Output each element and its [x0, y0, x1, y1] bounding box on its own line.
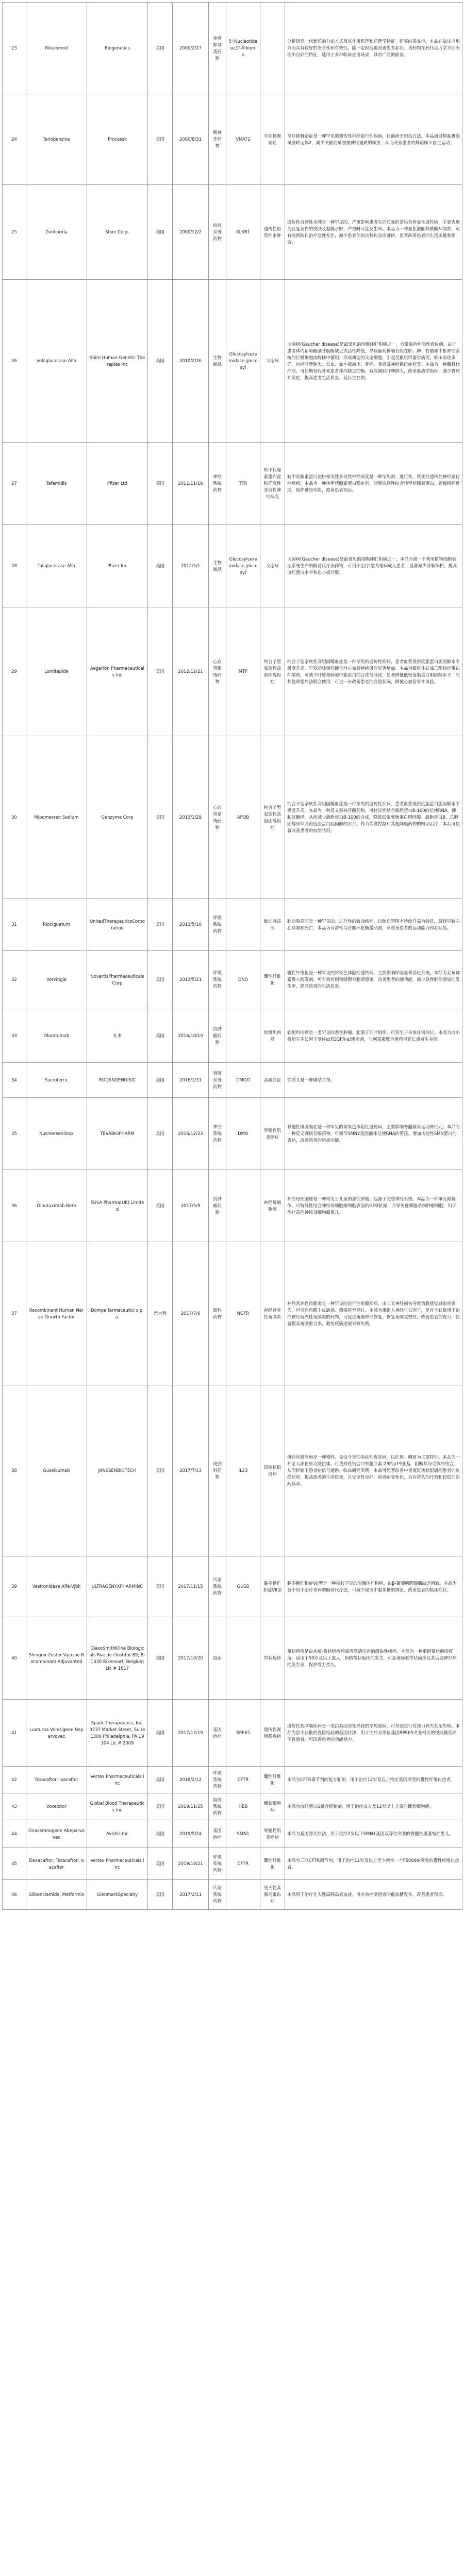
- cell-type: 肾脏系统药物: [209, 1063, 226, 1098]
- table-row: [3, 1170, 462, 1242]
- cell-no: 28: [3, 525, 26, 607]
- cell-target: KLKB1: [226, 185, 260, 280]
- cell-no: 34: [3, 1063, 26, 1098]
- cell-date: 2000/12/2: [173, 185, 209, 280]
- cell-no: 24: [3, 94, 26, 185]
- cell-indication: 脊髓性肌萎缩症: [260, 1098, 285, 1170]
- cell-name: Velaglucerase Alfa: [26, 280, 87, 443]
- table-row: [3, 1820, 462, 1848]
- cell-type: 眼科药物: [209, 1242, 226, 1385]
- cell-desc: 脊髓性肌萎缩症是一种罕见的常染色体隐性遗传病，主要影响脊髓前角运动神经元。本品为一种反义寡核苷酸药物，可调节SMN2基因前体信使RNA的剪接，增加功能性SMN蛋白的表达，改善患者的运动功能。: [285, 1098, 462, 1170]
- cell-date: 2016/10/19: [173, 1009, 209, 1063]
- table-row: [3, 1848, 462, 1880]
- cell-company: 礼来: [87, 1009, 148, 1063]
- cell-desc: 转甲状腺素蛋白淀粉样变性多发性神经病变是一种罕见的、进行性、致死性遗传性神经退行性疾病。本品为一种转甲状腺素蛋白稳定剂，能够选择性结合转甲状腺素蛋白，延缓疾病进展，保护神经功能，改善患者预后。: [285, 443, 462, 525]
- cell-no: 39: [3, 1556, 26, 1617]
- cell-indication: 遗传性血管性水肿: [260, 185, 285, 280]
- cell-target: SMN1: [226, 1820, 260, 1848]
- cell-indication: 纯合子型家族性高胆固醇血症: [260, 736, 285, 899]
- cell-target: RPE65: [226, 1700, 260, 1767]
- cell-name: Vorvingle: [26, 951, 87, 1009]
- cell-target: [226, 1880, 260, 1910]
- table-row: [3, 1556, 462, 1617]
- cell-date: 2013/1/29: [173, 736, 209, 899]
- cell-target: CFTR: [226, 1767, 260, 1793]
- cell-name: Taliglucerase Alfa: [26, 525, 87, 607]
- cell-no: 43: [3, 1793, 26, 1820]
- cell-company: Vertex Pharmaceuticals Inc: [87, 1767, 148, 1793]
- table-row: [3, 525, 462, 607]
- table-row: [3, 1767, 462, 1793]
- table-row: [3, 94, 462, 185]
- cell-company: GlenmarkSpecialty: [87, 1880, 148, 1910]
- cell-type: 基因治疗: [209, 1700, 226, 1767]
- cell-type: 皮肤科药物: [209, 1385, 226, 1556]
- cell-country: 美国: [148, 1700, 173, 1767]
- cell-date: 2013/5/10: [173, 899, 209, 951]
- cell-country: 美国: [148, 1820, 173, 1848]
- cell-type: 基因治疗: [209, 1820, 226, 1848]
- cell-company: Global Blood Therapeutics Inc: [87, 1793, 148, 1820]
- cell-date: 2018/2/12: [173, 1767, 209, 1793]
- table-row: [3, 1880, 462, 1910]
- cell-date: 2017/2/11: [173, 1880, 209, 1910]
- cell-date: 2000/8/31: [173, 94, 209, 185]
- cell-indication: 带状疱疹: [260, 1617, 285, 1700]
- cell-company: Shire Corp.: [87, 185, 148, 280]
- cell-desc: 遗传性血管性水肿是一种罕见的、严重影响患者生活质量的常染色体显性遗传病，主要表现为反复发作的皮肤及黏膜水肿，严重时可危及生命。本品为一种血浆激肽释放酶抑制剂，可有效预防和治疗急性发作，减少患者住院次数和急诊就诊，显著改善患者的生活质量和预后。: [285, 185, 462, 280]
- cell-desc: 本品为CFTR调节剂的复方制剂，用于治疗12岁及以上特定基因突变的囊性纤维化患者。: [285, 1767, 462, 1793]
- cell-name: Dinutuximab Beta: [26, 1170, 87, 1242]
- cell-indication: 纯合子型家族性高胆固醇血症: [260, 607, 285, 736]
- cell-indication: 遗传性视网膜疾病: [260, 1700, 285, 1767]
- cell-country: 美国: [148, 1098, 173, 1170]
- table-row: [3, 1700, 462, 1767]
- table-row: [3, 1385, 462, 1556]
- cell-name: Luxturna Voretigene Neparvovec: [26, 1700, 87, 1767]
- cell-country: 美国: [148, 525, 173, 607]
- cell-target: TTR: [226, 443, 260, 525]
- cell-no: 44: [3, 1820, 26, 1848]
- cell-country: 美国: [148, 1880, 173, 1910]
- cell-type: 神经系统药物: [209, 443, 226, 525]
- cell-indication: 神经营养性角膜炎: [260, 1242, 285, 1385]
- cell-desc: 戈谢病(Gaucher disease)是最常见的溶酶体贮积病之一。本品为第一个利用植物细胞表达系统生产的酶替代疗法药物，可用于治疗I型戈谢病成人患者，显著减少肝脾体积，提高血红蛋白水平和血小板计数。: [285, 525, 462, 607]
- cell-company: Pfizer Inc: [87, 525, 148, 607]
- cell-desc: 黏多糖贮积症VII型是一种极其罕见的溶酶体贮积病，由β-葡萄糖醛酸酶缺乏所致。本品为首个用于治疗该病的酶替代疗法，可减少尿液中黏多糖的排泄，改善患者的临床症状。: [285, 1556, 462, 1617]
- cell-target: DMO: [226, 1098, 260, 1170]
- cell-no: 37: [3, 1242, 26, 1385]
- cell-company: Shire Human Genetic Therapies Inc: [87, 280, 148, 443]
- cell-name: Olaratumab: [26, 1009, 87, 1063]
- cell-company: Spark Therapeutics, Inc. 3737 Market Street, Suite 1300 Philadelphia, PA 19104 Lic # 2009: [87, 1700, 148, 1767]
- cell-type: 精神类药物: [209, 94, 226, 185]
- cell-target: Glucosylceramidase,glucosyl: [226, 525, 260, 607]
- cell-type: 心血管系统药物: [209, 607, 226, 736]
- cell-type: 呼吸系统药物: [209, 951, 226, 1009]
- cell-name: Onasemnogene Abeparvovec: [26, 1820, 87, 1848]
- cell-name: Glibenclamide; Metformin: [26, 1880, 87, 1910]
- cell-name: Teriobenzine: [26, 94, 87, 185]
- cell-type: 生物制品: [209, 280, 226, 443]
- cell-name: Lomitapide: [26, 607, 87, 736]
- cell-indication: 囊性纤维化: [260, 1767, 285, 1793]
- cell-target: APOB: [226, 736, 260, 899]
- cell-country: 美国: [148, 1556, 173, 1617]
- cell-country: 美国: [148, 280, 173, 443]
- cell-no: 38: [3, 1385, 26, 1556]
- cell-country: 美国: [148, 736, 173, 899]
- cell-indication: 脊髓性肌萎缩症: [260, 1820, 285, 1848]
- cell-company: RODANDENGISIC: [87, 1063, 148, 1098]
- cell-name: Recombinant Human Nerve Growth Factor: [26, 1242, 87, 1385]
- cell-desc: 带状疱疹是由水痘-带状疱疹病毒再激活引起的感染性疾病。本品为一种重组带状疱疹疫苗，适用于50岁及以上成人，预防带状疱疹的发生，可显著降低带状疱疹及其后遗神经痛的发生率，保护效力持久。: [285, 1617, 462, 1700]
- cell-name: Riluzomod: [26, 3, 87, 94]
- cell-name: Riociguatum: [26, 899, 87, 951]
- cell-company: NovartisPharmaceuticalsCorp: [87, 951, 148, 1009]
- cell-company: Processk: [87, 94, 148, 185]
- table-row: [3, 185, 462, 280]
- cell-desc: 肺动脉高压是一种罕见的、进行性的致命疾病，以肺血管阻力持续升高为特征，最终导致右心衰竭和死亡。本品为可溶性鸟苷酸环化酶激动剂，可改善患者的运动能力和心功能。: [285, 899, 462, 951]
- cell-target: MTP: [226, 607, 260, 736]
- table-row: [3, 1793, 462, 1820]
- cell-type: 抗肿瘤药物: [209, 1170, 226, 1242]
- cell-name: Voxelotor: [26, 1793, 87, 1820]
- cell-target: VMAT2: [226, 94, 260, 185]
- drug-table-body: [3, 3, 462, 1910]
- cell-name: Sucroferric: [26, 1063, 87, 1098]
- cell-country: 美国: [148, 94, 173, 185]
- cell-indication: 戈谢病: [260, 280, 285, 443]
- cell-no: 45: [3, 1848, 26, 1880]
- cell-country: 英国: [148, 3, 173, 94]
- cell-desc: 纯合子型家族性高胆固醇血症是一种罕见的遗传性疾病，患者血浆低密度脂蛋白胆固醇水平极度升高。本品为一种反义寡核苷酸药物，可特异性结合载脂蛋白B-100的信使RNA，抑制其翻译，从而减少载脂蛋白B-100的合成，降低低密度脂蛋白胆固醇、载脂蛋白B、总胆固醇和非高密度脂蛋白胆固醇的水平。作为饮食控制和其他降脂药物的辅助治疗，本品可显著改善患者的血脂状况。: [285, 736, 462, 899]
- table-row: [3, 1098, 462, 1170]
- cell-country: 美国: [148, 1617, 173, 1700]
- cell-no: 32: [3, 951, 26, 1009]
- cell-country: 美国: [148, 185, 173, 280]
- cell-desc: 斑块状银屑病是一种慢性、免疫介导的炎症性皮肤病，以红斑、鳞屑为主要特征。本品为一种全人源化单克隆抗体，可选择性结合白细胞介素-23的p19亚基，阻断其与受体的结合，从而抑制下游炎症信号通路。临床研究表明，本品可显著改善中重度斑块状银屑病患者的皮损症状，提高患者的生活质量，且安全性良好，患者耐受性佳，具有持久的疗效和较低的给药频率。: [285, 1385, 462, 1556]
- cell-name: Mipomersen Sodium: [26, 736, 87, 899]
- cell-date: 2000/2/27: [173, 3, 209, 94]
- table-row: [3, 280, 462, 443]
- table-row: [3, 1617, 462, 1700]
- cell-desc: 本品为血红蛋白S聚合抑制剂，用于治疗成人及12岁以上儿童的镰状细胞病。: [285, 1793, 462, 1820]
- cell-indication: 戈谢病: [260, 525, 285, 607]
- cell-company: Aegerion Pharmaceuticals Inc: [87, 607, 148, 736]
- cell-company: TEVABIOPHARM: [87, 1098, 148, 1170]
- cell-target: NGFR: [226, 1242, 260, 1385]
- cell-indication: 黏多糖贮积症VII型: [260, 1556, 285, 1617]
- cell-desc: 亨廷顿舞蹈症是一种罕见的遗传性神经退行性疾病，目前尚无根治方法。本品通过抑制囊泡单胺转运体2，减少突触前单胺类神经递质的释放，从而改善患者的舞蹈样不自主运动。: [285, 94, 462, 185]
- cell-name: Tafamidis: [26, 443, 87, 525]
- cell-date: 2019/11/25: [173, 1793, 209, 1820]
- cell-type: 代谢系统药物: [209, 1880, 226, 1910]
- cell-type: 抗肿瘤药物: [209, 1009, 226, 1063]
- cell-date: 2013/5/21: [173, 951, 209, 1009]
- cell-country: 英国: [148, 443, 173, 525]
- cell-company: Pfizer Ltd: [87, 443, 148, 525]
- cell-desc: 本品为三联CFTR调节剂，用于治疗12岁及以上至少携带一个F508del突变的囊性纤维化患者。: [285, 1848, 462, 1880]
- cell-company: Genzyme Corp: [87, 736, 148, 899]
- cell-no: 35: [3, 1098, 26, 1170]
- cell-company: JANSSENBIOTECH: [87, 1385, 148, 1556]
- cell-date: 2019/10/21: [173, 1848, 209, 1880]
- cell-country: 美国: [148, 1767, 173, 1793]
- cell-no: 23: [3, 3, 26, 94]
- cell-name: Shingrix Zoster Vaccine Recombinant,Adjuvanted: [26, 1617, 87, 1700]
- cell-desc: 软组织肉瘤是一类罕见的恶性肿瘤，起源于间叶组织，可发生于身体任何部位。本品为血小板衍生生长因子受体α(PDGFR-α)阻断剂，与阿霉素联合用药可延长患者生存期。: [285, 1009, 462, 1063]
- cell-no: 30: [3, 736, 26, 899]
- cell-desc: 本品用于治疗先天性高胰岛素血症，可有效控制患者的低血糖发作，改善患者预后。: [285, 1880, 462, 1910]
- cell-type: 免疫抑制类药物: [209, 3, 226, 94]
- cell-country: 美国: [148, 1793, 173, 1820]
- cell-type: 心血管系统药物: [209, 736, 226, 899]
- cell-no: 46: [3, 1880, 26, 1910]
- cell-company: AveXis Inc: [87, 1820, 148, 1848]
- cell-type: 呼吸系统药物: [209, 899, 226, 951]
- cell-date: 2017/7/13: [173, 1385, 209, 1556]
- cell-country: 美国: [148, 607, 173, 736]
- cell-desc: 分析研究一代新药的分泌方式及其作用机理和药理学特征。研究结果显示，本品在临床应用方面具有较好的安全性和有效性，能一定程度地改善患者症状。该药物在药代动力学方面表现出良好的特征，适用于多种临床应用场景，具有广泛的前景。: [285, 3, 462, 94]
- cell-no: 25: [3, 185, 26, 280]
- cell-indication: 先天性高胰岛素血症: [260, 1880, 285, 1910]
- cell-type: 血液系统药物: [209, 185, 226, 280]
- cell-no: 36: [3, 1170, 26, 1242]
- cell-no: 27: [3, 443, 26, 525]
- cell-country: 美国: [148, 951, 173, 1009]
- cell-date: 2010/2/26: [173, 280, 209, 443]
- cell-name: Elexacaftor; Tezacaftor; Ivacaftor: [26, 1848, 87, 1880]
- cell-indication: 镰状细胞病: [260, 1793, 285, 1820]
- cell-target: [226, 1617, 260, 1700]
- cell-country: 美国: [148, 1385, 173, 1556]
- cell-date: 2017/5/8: [173, 1170, 209, 1242]
- cell-country: 美国: [148, 1009, 173, 1063]
- table-row: [3, 3, 462, 94]
- cell-company: Dompe farmaceutici s.p.a.: [87, 1242, 148, 1385]
- cell-target: [226, 1170, 260, 1242]
- cell-type: 疫苗: [209, 1617, 226, 1700]
- cell-target: CFTR: [226, 1848, 260, 1880]
- cell-no: 42: [3, 1767, 26, 1793]
- cell-type: 代谢系统药物: [209, 1556, 226, 1617]
- cell-country: 意大利: [148, 1242, 173, 1385]
- cell-indication: 高磷血症: [260, 1063, 285, 1098]
- table-row: [3, 736, 462, 899]
- cell-no: 31: [3, 899, 26, 951]
- cell-date: 2017/10/20: [173, 1617, 209, 1700]
- cell-company: Vertex Pharmaceuticals Inc: [87, 1848, 148, 1880]
- cell-indication: 转甲状腺素蛋白淀粉样变性多发性神经病变: [260, 443, 285, 525]
- cell-company: UnitedTherapeuticsCorporation: [87, 899, 148, 951]
- cell-target: GUSB: [226, 1556, 260, 1617]
- cell-date: 2017/12/19: [173, 1700, 209, 1767]
- cell-target: HBB: [226, 1793, 260, 1820]
- cell-target: 5'-Nucleotidase,5'-Albumin: [226, 3, 260, 94]
- cell-type: 神经系统药物: [209, 1098, 226, 1170]
- table-row: [3, 607, 462, 736]
- cell-country: 美国: [148, 899, 173, 951]
- cell-date: 2016/12/23: [173, 1098, 209, 1170]
- cell-name: Zoriliorida: [26, 185, 87, 280]
- cell-no: 41: [3, 1700, 26, 1767]
- table-row: [3, 443, 462, 525]
- cell-no: 40: [3, 1617, 26, 1700]
- cell-no: 26: [3, 280, 26, 443]
- cell-desc: 铁质儿是一种磷结合剂。: [285, 1063, 462, 1098]
- table-row: [3, 951, 462, 1009]
- cell-indication: 神经母细胞瘤: [260, 1170, 285, 1242]
- table-row: [3, 899, 462, 951]
- cell-target: [226, 899, 260, 951]
- cell-desc: 神经母细胞瘤是一种常见于儿童的恶性肿瘤，起源于交感神经系统。本品为一种单克隆抗体，可特异性结合神经母细胞瘤细胞表面的GD2抗原，介导免疫细胞杀伤肿瘤细胞，用于治疗高危神经母细胞瘤患儿。: [285, 1170, 462, 1242]
- cell-company: GlaxoSmithKline Biologicals Rue de l'Institut 89, B-1330 Rixensart, Belgium Lic # 1617: [87, 1617, 148, 1700]
- cell-date: 2012/5/1: [173, 525, 209, 607]
- cell-date: 2019/5/24: [173, 1820, 209, 1848]
- cell-indication: 囊性纤维化: [260, 951, 285, 1009]
- cell-name: Tezacaftor; Ivacaftor: [26, 1767, 87, 1793]
- cell-desc: 囊性纤维化是一种罕见的常染色体隐性遗传病，主要影响呼吸道和消化系统。本品为妥布霉素吸入粉雾剂，可有效控制铜绿假单胞菌感染，改善患者的肺功能，减少急性肺部感染的发生率，提高患者的生活质量。: [285, 951, 462, 1009]
- drug-table: [2, 2, 462, 1910]
- cell-indication: 肺动脉高压: [260, 899, 285, 951]
- cell-country: 美国: [148, 1063, 173, 1098]
- cell-indication: 软组织肉瘤: [260, 1009, 285, 1063]
- cell-target: DNO: [226, 951, 260, 1009]
- cell-no: 33: [3, 1009, 26, 1063]
- cell-indication: 亨廷顿舞蹈症: [260, 94, 285, 185]
- cell-company: ULTRAGENYXPHARMINC: [87, 1556, 148, 1617]
- cell-desc: 遗传性视网膜疾病是一类由基因突变导致的罕见眼病，可导致进行性视力丧失甚至失明。本品为首个获批的直接给药的基因疗法，用于治疗双等位基因RPE65突变相关的视网膜营养不良患者，可改善患者的功能视力。: [285, 1700, 462, 1767]
- cell-company: EUSA Pharma(UK) Limited: [87, 1170, 148, 1242]
- cell-company: Biogenetics: [87, 3, 148, 94]
- cell-name: Vestronidase Alfa-Vjbk: [26, 1556, 87, 1617]
- cell-indication: [260, 3, 285, 94]
- cell-indication: 斑块状银屑病: [260, 1385, 285, 1556]
- cell-target: DMOO: [226, 1063, 260, 1098]
- cell-indication: 囊性纤维化: [260, 1848, 285, 1880]
- cell-type: 生物制品: [209, 525, 226, 607]
- cell-no: 29: [3, 607, 26, 736]
- cell-type: 呼吸系统药物: [209, 1767, 226, 1793]
- cell-target: [226, 1009, 260, 1063]
- table-row: [3, 1009, 462, 1063]
- cell-desc: 本品为基因替代疗法，用于治疗2岁以下SMN1基因双等位突变的脊髓性肌萎缩症患儿。: [285, 1820, 462, 1848]
- cell-date: 2017/11/15: [173, 1556, 209, 1617]
- cell-name: Guselkumab: [26, 1385, 87, 1556]
- cell-desc: 纯合子型家族性高胆固醇血症是一种罕见的遗传性疾病，患者血浆低密度脂蛋白胆固醇水平极度升高，早发动脉粥样硬化性心血管疾病风险显著增加。本品为微粒体甘油三酯转运蛋白抑制剂，可减少肝脏和肠道中脂蛋白的合成与分泌，显著降低低密度脂蛋白胆固醇水平，与其他降脂疗法联合使用，可进一步改善患者的血脂状况，降低心血管事件风险。: [285, 607, 462, 736]
- cell-desc: 戈谢病(Gaucher disease)是最常见的溶酶体贮积病之一，为常染色体隐性遗传病。由于患者体内葡萄糖脑苷脂酶缺乏或活性降低，导致葡萄糖脑苷脂在肝、脾、骨骼和中枢神经系统的巨噬细胞溶酶体中蓄积，形成典型的戈谢细胞，引起受累组织器官病变。临床表现多样，包括肝脾肿大、贫血、血小板减少、骨痛、骨折及神经系统症状等。本品为一种酶替代疗法，可长期替代补充患者体内缺乏的酶，有效减轻肝脾肿大，改善血液学指标，减少骨骼并发症，提高患者生活质量，延长生存期。: [285, 280, 462, 443]
- cell-country: 美国: [148, 1848, 173, 1880]
- table-row: [3, 1063, 462, 1098]
- cell-type: 血液系统药物: [209, 1793, 226, 1820]
- cell-date: 2017/7/6: [173, 1242, 209, 1385]
- table-row: [3, 1242, 462, 1385]
- cell-date: 2011/11/16: [173, 443, 209, 525]
- cell-type: 呼吸系统药物: [209, 1848, 226, 1880]
- cell-date: 2012/12/21: [173, 607, 209, 736]
- cell-date: 2016/1/31: [173, 1063, 209, 1098]
- cell-target: Glucosylceramidase,glucosyl: [226, 280, 260, 443]
- cell-desc: 神经营养性角膜炎是一种罕见的退行性角膜疾病，由三叉神经损伤导致角膜感觉减退或丧失，可引起角膜上皮缺损、溃疡甚至穿孔。本品为重组人神经生长因子，是首个获批用于治疗神经营养性角膜炎的药物，可促进角膜神经修复，恢复角膜完整性，改善患者的视力，显著提高角膜愈合率，避免疾病进展导致失明。: [285, 1242, 462, 1385]
- cell-target: IL23: [226, 1385, 260, 1556]
- cell-country: 英国: [148, 1170, 173, 1242]
- cell-name: Nusinersenlinox: [26, 1098, 87, 1170]
